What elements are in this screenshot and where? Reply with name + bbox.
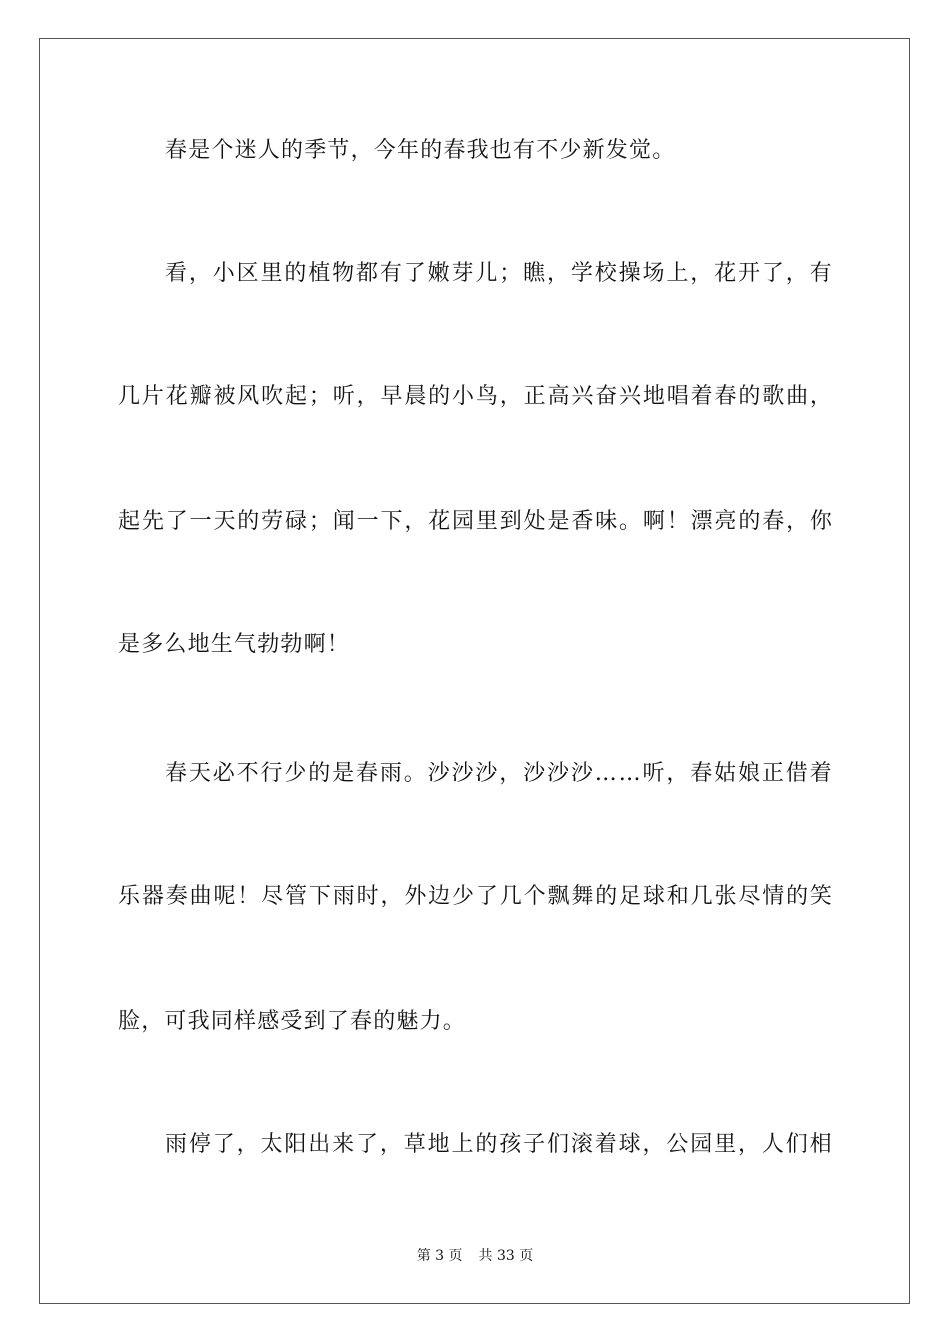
paragraph-2-line-1: 看 ， 小 区 里 的 植 物 都 有 了 嫩 芽 儿 ； 瞧 ， 学 校 操 场 上 ， 花 开 了 ， 有 — [165, 261, 832, 286]
paragraph-2-line-4: 是多么地生气勃勃啊！ — [118, 632, 351, 657]
paragraph-3-line-3: 脸，可我同样感受到了春的魅力。 — [118, 1009, 467, 1034]
paragraph-4-line-1: 雨 停 了 ， 太 阳 出 来 了 ， 草 地 上 的 孩 子 们 滚 着 球 ， 公 园 里 ， 人 们 相 — [165, 1132, 832, 1157]
paragraph-1-line-1: 春是个迷人的季节，今年的春我也有不少新发觉。 — [165, 138, 676, 163]
paragraph-2-line-3: 起 先 了 一 天 的 劳 碌 ； 闻 一 下 ， 花 园 里 到 处 是 香 味 。 啊 ！ 漂 亮 的 春 ， 你 — [118, 509, 832, 534]
paragraph-3-line-1: 春 天 必 不 行 少 的 是 春 雨 。 沙 沙 沙 ， 沙 沙 沙 … … 听 ， 春 姑 娘 正 借 着 — [165, 761, 832, 786]
page-footer — [0, 1247, 950, 1265]
paragraph-2-line-2: 几 片 花 瓣 被 风 吹 起 ； 听 ， 早 晨 的 小 鸟 ， 正 高 兴 奋 兴 地 唱 着 春 的 歌 曲 ， — [118, 384, 832, 409]
paragraph-3-line-2: 乐 器 奏 曲 呢 ！ 尽 管 下 雨 时 ， 外 边 少 了 几 个 飘 舞 的 足 球 和 几 张 尽 情 的 笑 — [118, 884, 832, 909]
page-total: 共 33 页 — [478, 1248, 534, 1264]
page-frame — [39, 38, 910, 1304]
page-number: 第 3 页 — [416, 1248, 463, 1264]
